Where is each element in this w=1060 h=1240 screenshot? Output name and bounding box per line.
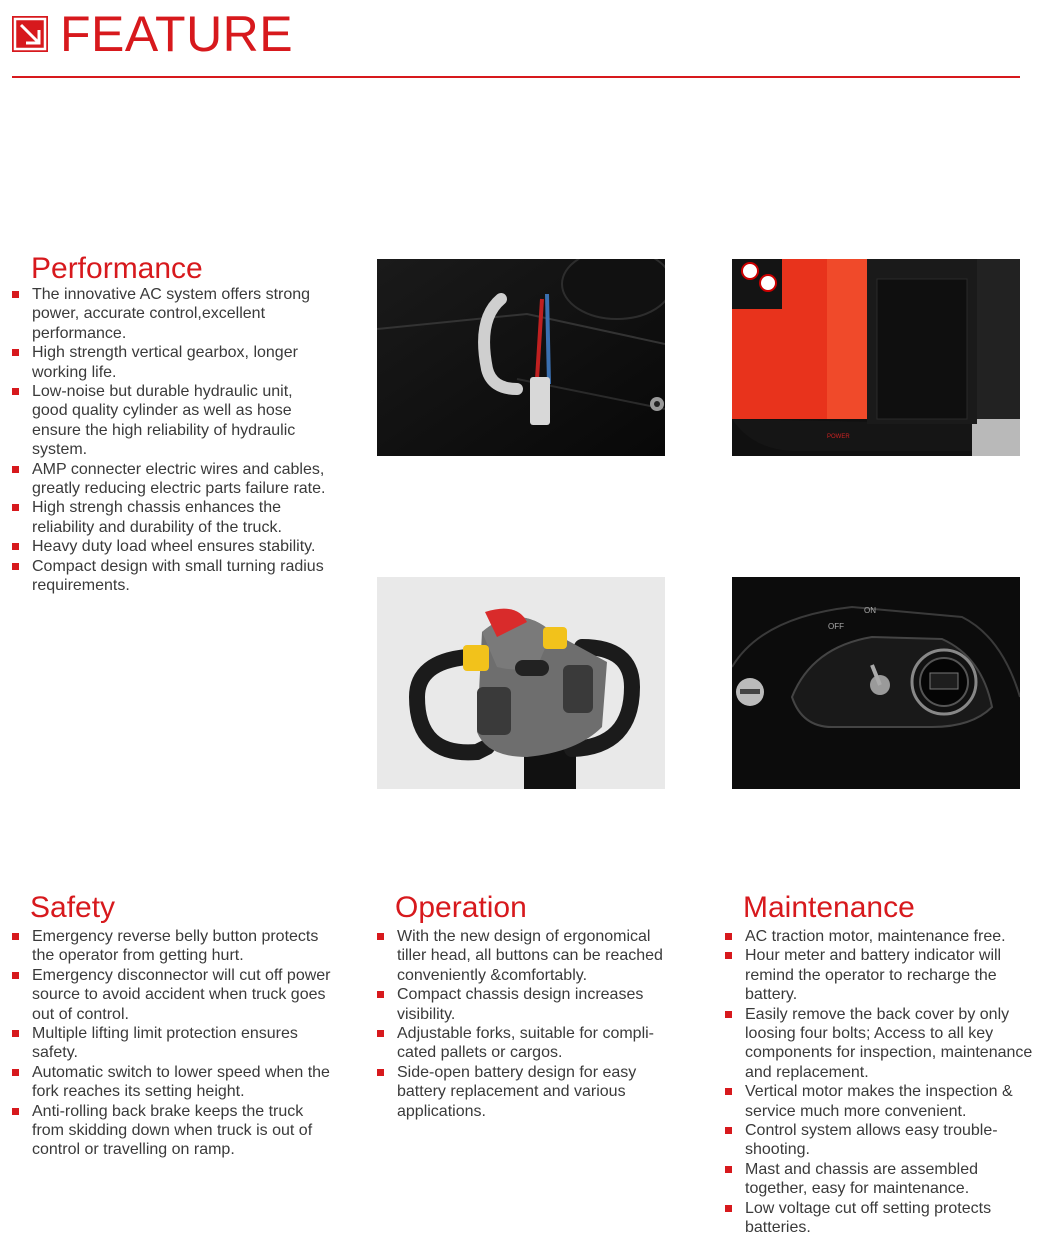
switch-off-label: OFF [828,622,844,631]
list-item: High strength vertical gearbox, longer working life. [12,343,332,382]
page-title: FEATURE [60,6,294,62]
list-item: AC traction motor, maintenance free. [725,927,1043,946]
list-item: Side-open battery design for easy battery replacement and various applications. [377,1063,667,1121]
list-item: Multiple lifting limit protection ensures safety. [12,1024,332,1063]
brand-label: POWER [827,434,850,440]
tiller-head-photo [377,577,665,789]
list-item: The innovative AC system offers strong power, accurate control,excellent performance. [12,285,332,343]
list-item: With the new design of ergonomical tiller head, all buttons can be reached conveniently &comfortably. [377,927,667,985]
list-item: Adjustable forks, suitable for compli-cated pallets or cargos. [377,1024,667,1063]
list-item: Emergency reverse belly button protects the operator from getting hurt. [12,927,332,966]
maintenance-title: Maintenance [743,891,915,924]
list-item: Emergency disconnector will cut off power source to avoid accident when truck goes out of control. [12,966,332,1024]
feature-logo-icon [12,16,48,52]
list-item: Easily remove the back cover by only loosing four bolts; Access to all key components for inspection, maintenance and replacement. [725,1005,1043,1083]
operation-title: Operation [395,891,527,924]
handle-detail-photo [377,259,665,456]
safety-list [12,927,332,1160]
list-item: Control system allows easy trouble-shooting. [725,1121,1043,1160]
header-divider [12,76,1020,78]
list-item: Mast and chassis are assembled together, easy for maintenance. [725,1160,1043,1199]
performance-list [12,285,332,596]
list-item: High strengh chassis enhances the reliability and durability of the truck. [12,498,332,537]
operation-list [377,927,667,1121]
switch-on-label: ON [864,606,876,615]
list-item: Compact chassis design increases visibility. [377,985,667,1024]
list-item: Hour meter and battery indicator will remind the operator to recharge the battery. [725,946,1043,1004]
maintenance-list [725,927,1043,1238]
list-item: Low-noise but durable hydraulic unit, good quality cylinder as well as hose ensure the high reliability of hydraulic system. [12,382,332,460]
safety-title: Safety [30,891,116,924]
list-item: Anti-rolling back brake keeps the truck from skidding down when truck is out of control or travelling on ramp. [12,1102,332,1160]
key-switch-photo [732,577,1020,789]
list-item: Compact design with small turning radius requirements. [12,557,332,596]
list-item: Heavy duty load wheel ensures stability. [12,537,332,556]
list-item: Vertical motor makes the inspection & service much more convenient. [725,1082,1043,1121]
list-item: AMP connecter electric wires and cables, greatly reducing electric parts failure rate. [12,460,332,499]
side-cover-photo [732,259,1020,456]
list-item: Automatic switch to lower speed when the fork reaches its setting height. [12,1063,332,1102]
list-item: Low voltage cut off setting protects batteries. [725,1199,1043,1238]
performance-title: Performance [31,252,203,285]
